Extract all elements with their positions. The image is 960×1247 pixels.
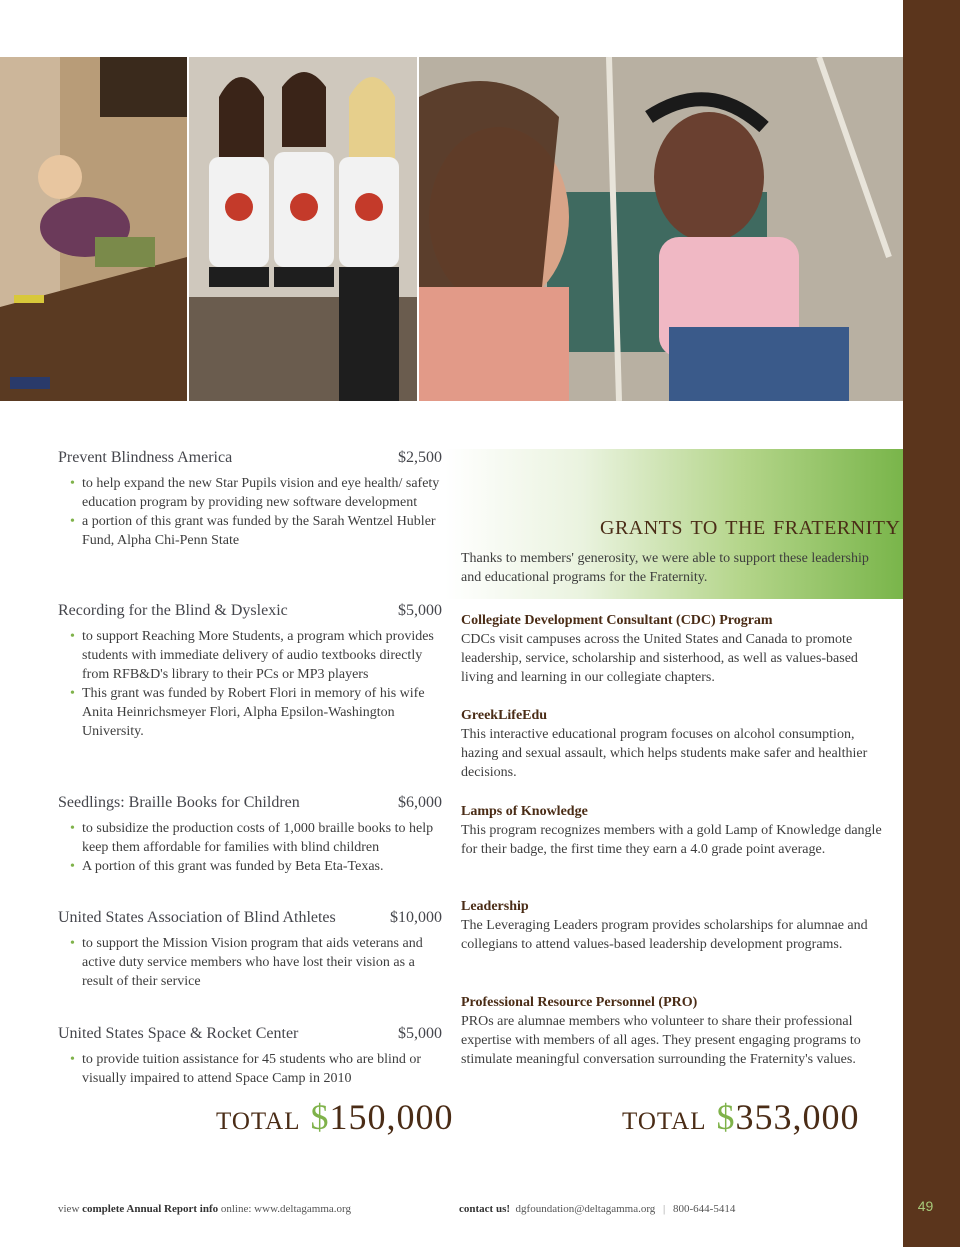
footer-contact [459,1203,735,1215]
photo-swing-illustration [419,57,903,401]
program-description: This program recognizes members with a gold Lamp of Knowledge dangle for their badge, the first time they earn a 4.0 grade point average. [461,823,882,857]
program-leadership [461,897,891,954]
grant-amount: $10,000 [390,909,442,926]
brown-sidebar [903,0,960,1247]
grant-name: United States Space & Rocket Center [58,1025,299,1042]
grant-name: Seedlings: Braille Books for Children [58,794,300,811]
grant-name: United States Association of Blind Athletes [58,909,336,926]
grant-amount: $5,000 [398,602,442,619]
page-number: 49 [917,1198,934,1214]
total-dollar-sign: $ [716,1097,736,1137]
footer-separator: | [663,1203,666,1215]
photo-toddler-illustration [0,57,187,401]
photo-toddler-crawling [0,57,187,401]
footer-annual-report: view complete Annual Report info online: www.deltagamma.org [58,1203,352,1215]
right-total [622,1096,859,1138]
grant-prevent-blindness [58,446,442,550]
total-amount: 150,000 [329,1097,454,1137]
grant-bullet: • to support Reaching More Students, a program which provides students with immediate delivery of audio textbooks directly from RFB&D's library to their PCs or MP3 players [82,627,442,684]
contact-label: contact us! [459,1203,511,1215]
total-label: total [622,1097,707,1137]
program-cdc [461,611,891,687]
program-name: Professional Resource Personnel (PRO) [461,995,698,1010]
grant-name: Prevent Blindness America [58,449,233,466]
grant-bullet: • to subsidize the production costs of 1,000 braille books to help keep them affordable for families with blind children [82,819,442,857]
grant-space-rocket-center [58,1022,442,1088]
contact-phone: 800-644-5414 [673,1203,736,1215]
grant-recording-for-the-blind [58,599,442,741]
grant-amount: $6,000 [398,794,442,811]
photo-three-women [189,57,417,401]
total-amount: 353,000 [735,1097,860,1137]
grant-bullet: • A portion of this grant was funded by Beta Eta-Texas. [82,857,442,876]
section-title: grants to the fraternity [600,510,901,541]
program-name: Collegiate Development Consultant (CDC) Program [461,613,773,628]
grant-amount: $5,000 [398,1025,442,1042]
contact-email[interactable]: dgfoundation@deltagamma.org [515,1203,656,1215]
grant-name: Recording for the Blind & Dyslexic [58,602,288,619]
footer-bold-text: complete Annual Report info [82,1203,219,1215]
program-description: PROs are alumnae members who volunteer to share their professional expertise with members of all ages. They present engaging programs to stimulate meaningful conversation surrounding the Fraternity's values. [461,1014,861,1067]
program-description: This interactive educational program focuses on alcohol consumption, hazing and sexual assault, which helps students make safer and healthier decisions. [461,727,868,780]
program-name: Leadership [461,899,529,914]
program-pro [461,993,891,1069]
grant-bullet: • to help expand the new Star Pupils vision and eye health/ safety education program by providing new software development [82,474,442,512]
program-lamps-of-knowledge [461,802,891,859]
left-total [216,1096,453,1138]
program-description: CDCs visit campuses across the United States and Canada to promote leadership, service, scholarship and sisterhood, as well as values-based living and learning in our collegiate chapters. [461,632,858,685]
section-intro: Thanks to members' generosity, we were able to support these leadership and educational programs for the Fraternity. [461,551,869,585]
total-dollar-sign: $ [310,1097,330,1137]
total-label: total [216,1097,301,1137]
footer-website[interactable]: online: www.deltagamma.org [218,1203,352,1215]
photo-girl-on-swing [419,57,903,401]
grant-bullet: • to support the Mission Vision program that aids veterans and active duty service members who have lost their vision as a result of their service [82,934,442,991]
grant-bullet: • to provide tuition assistance for 45 students who are blind or visually impaired to attend Space Camp in 2010 [82,1050,442,1088]
grant-seedlings [58,791,442,876]
program-description: The Leveraging Leaders program provides scholarships for alumnae and collegians to attend values-based leadership development programs. [461,918,868,952]
program-name: Lamps of Knowledge [461,804,588,819]
program-name: GreekLifeEdu [461,708,548,723]
photo-women-illustration [189,57,417,401]
grant-bullet: • a portion of this grant was funded by the Sarah Wentzel Hubler Fund, Alpha Chi-Penn State [82,512,442,550]
grant-usaba [58,906,442,991]
grant-bullet: • This grant was funded by Robert Flori in memory of his wife Anita Heinrichsmeyer Flori, Alpha Epsilon-Washington University. [82,684,442,741]
grant-amount: $2,500 [398,449,442,466]
program-greeklifeedu [461,706,891,782]
